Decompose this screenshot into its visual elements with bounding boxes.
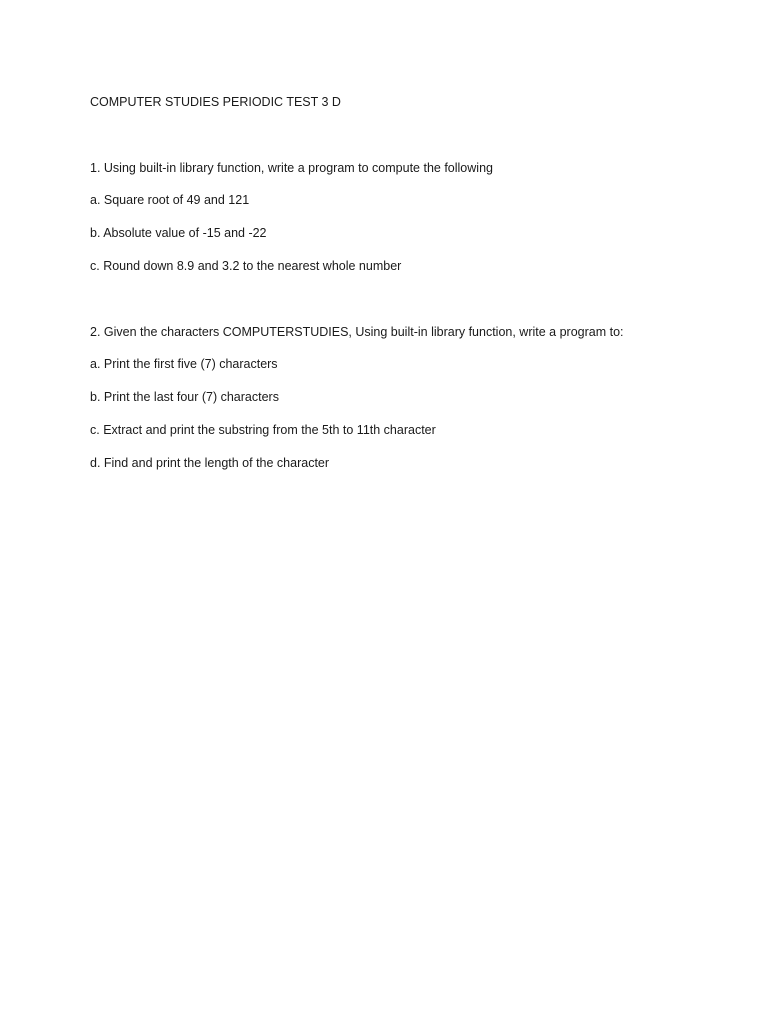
- question-2-item-a: a. Print the first five (7) characters: [90, 357, 278, 371]
- document-title: COMPUTER STUDIES PERIODIC TEST 3 D: [90, 95, 341, 109]
- question-1-item-a: a. Square root of 49 and 121: [90, 193, 250, 207]
- question-2-item-d: d. Find and print the length of the character: [90, 456, 330, 470]
- question-1-item-b: b. Absolute value of -15 and -22: [90, 226, 267, 240]
- question-1-prompt: 1. Using built-in library function, write a program to compute the following: [90, 161, 493, 175]
- question-2-item-b: b. Print the last four (7) characters: [90, 390, 279, 404]
- question-2-item-c: c. Extract and print the substring from the 5th to 11th character: [90, 423, 436, 437]
- question-1-item-c: c. Round down 8.9 and 3.2 to the nearest whole number: [90, 259, 402, 273]
- question-2-prompt: 2. Given the characters COMPUTERSTUDIES, Using built-in library function, write a program to:: [90, 325, 624, 339]
